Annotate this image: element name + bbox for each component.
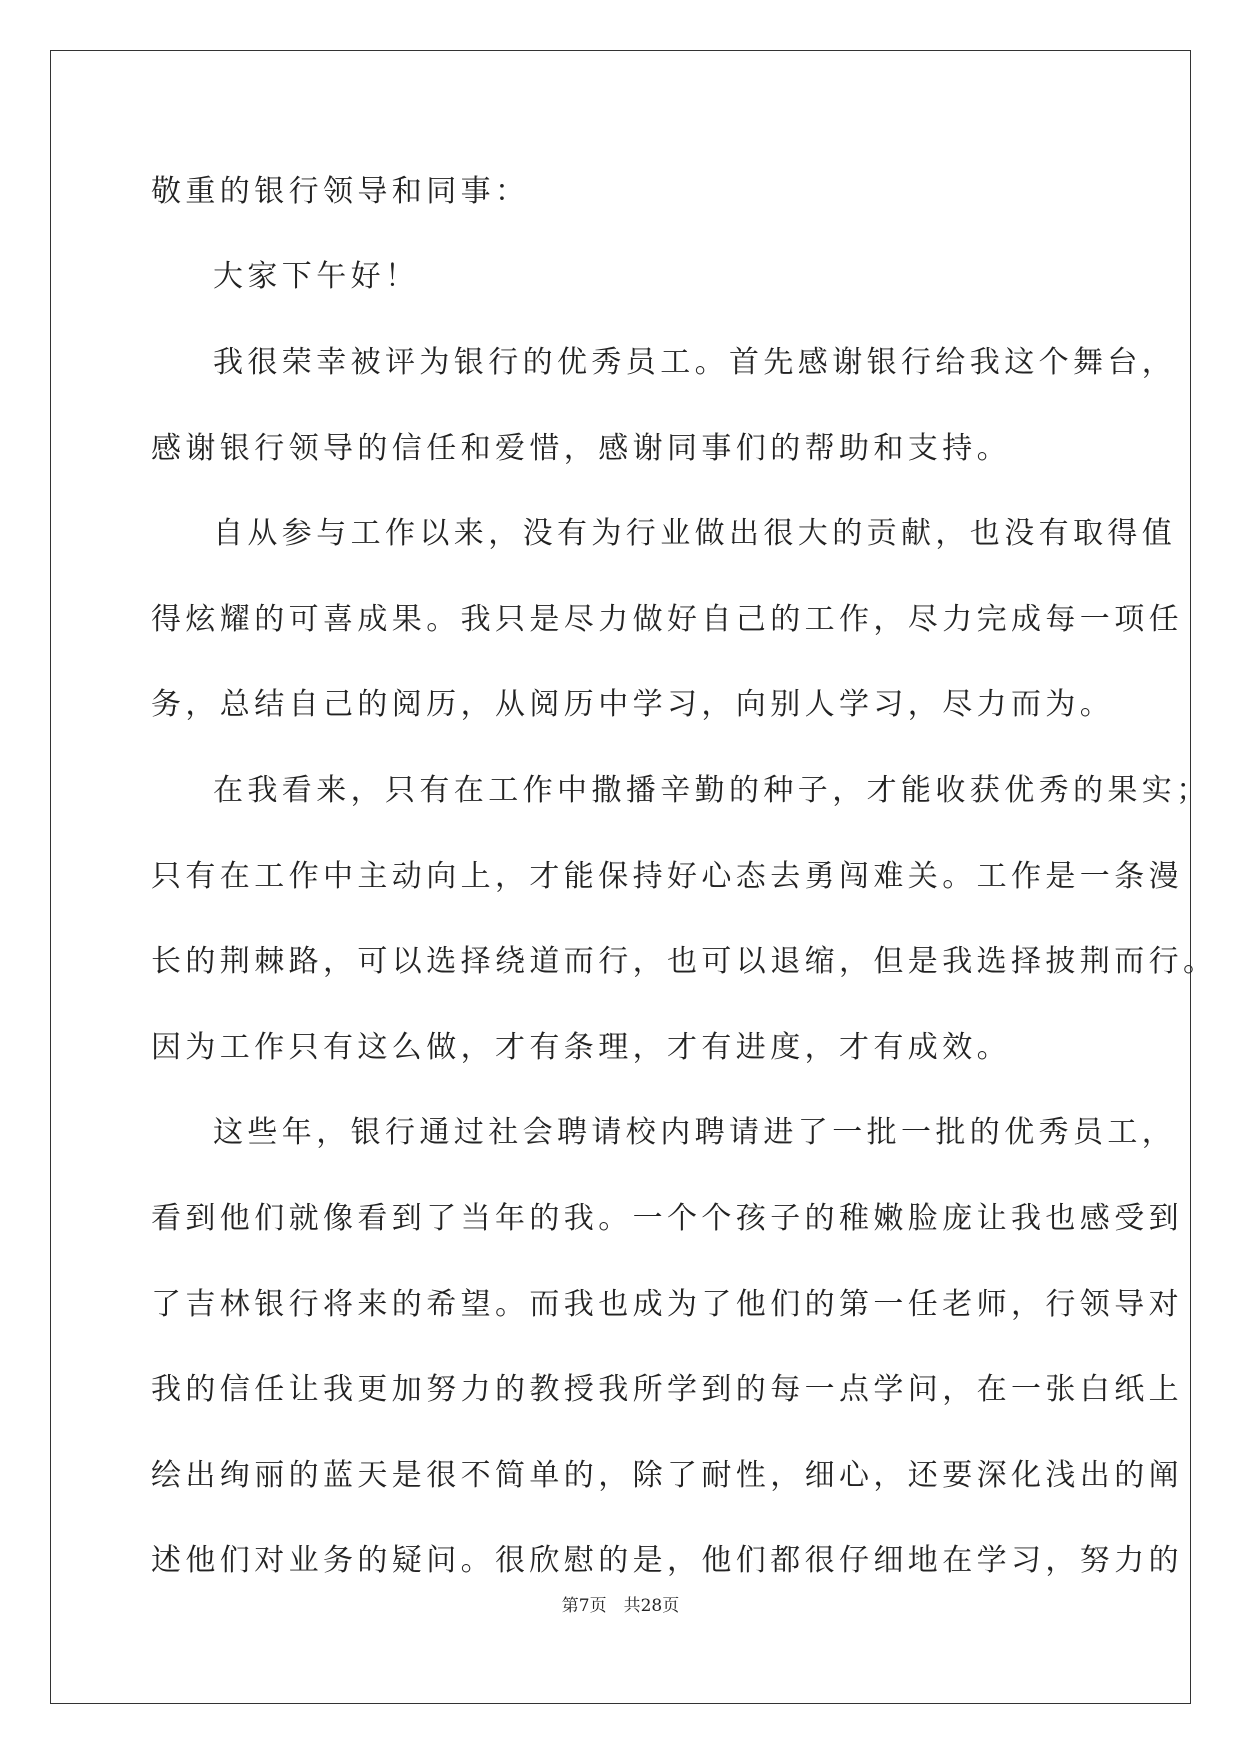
paragraph-3-line-3: 长的荆棘路，可以选择绕道而行，也可以退缩，但是我选择披荆而行。 [151, 944, 1218, 979]
salutation-line: 敬重的银行领导和同事： [151, 174, 530, 209]
paragraph-1-line-2: 感谢银行领导的信任和爱惜，感谢同事们的帮助和支持。 [151, 431, 1011, 466]
paragraph-4-line-5: 绘出绚丽的蓝天是很不简单的，除了耐性，细心，还要深化浅出的阐 [151, 1458, 1183, 1493]
paragraph-3-line-4: 因为工作只有这么做，才有条理，才有进度，才有成效。 [151, 1030, 1011, 1065]
paragraph-4-line-4: 我的信任让我更加努力的教授我所学到的每一点学问，在一张白纸上 [151, 1372, 1183, 1407]
paragraph-4-line-2: 看到他们就像看到了当年的我。一个个孩子的稚嫩脸庞让我也感受到 [151, 1201, 1183, 1236]
page-number-footer: 第7页 共28页 [561, 1596, 680, 1616]
paragraph-3-line-2: 只有在工作中主动向上，才能保持好心态去勇闯难关。工作是一条漫 [151, 859, 1183, 894]
paragraph-1-line-1: 我很荣幸被评为银行的优秀员工。首先感谢银行给我这个舞台， [213, 345, 1177, 380]
paragraph-4-line-3: 了吉林银行将来的希望。而我也成为了他们的第一任老师，行领导对 [151, 1287, 1183, 1322]
paragraph-2-line-3: 务，总结自己的阅历，从阅历中学习，向别人学习，尽力而为。 [151, 687, 1115, 722]
paragraph-4-line-6: 述他们对业务的疑问。很欣慰的是，他们都很仔细地在学习，努力的 [151, 1543, 1183, 1578]
paragraph-3-line-1: 在我看来，只有在工作中撒播辛勤的种子，才能收获优秀的果实； [213, 773, 1211, 808]
paragraph-2-line-1: 自从参与工作以来，没有为行业做出很大的贡献，也没有取得值 [213, 516, 1177, 551]
paragraph-2-line-2: 得炫耀的可喜成果。我只是尽力做好自己的工作，尽力完成每一项任 [151, 602, 1183, 637]
paragraph-4-line-1: 这些年，银行通过社会聘请校内聘请进了一批一批的优秀员工， [213, 1115, 1177, 1150]
greeting-line: 大家下午好！ [213, 259, 420, 294]
